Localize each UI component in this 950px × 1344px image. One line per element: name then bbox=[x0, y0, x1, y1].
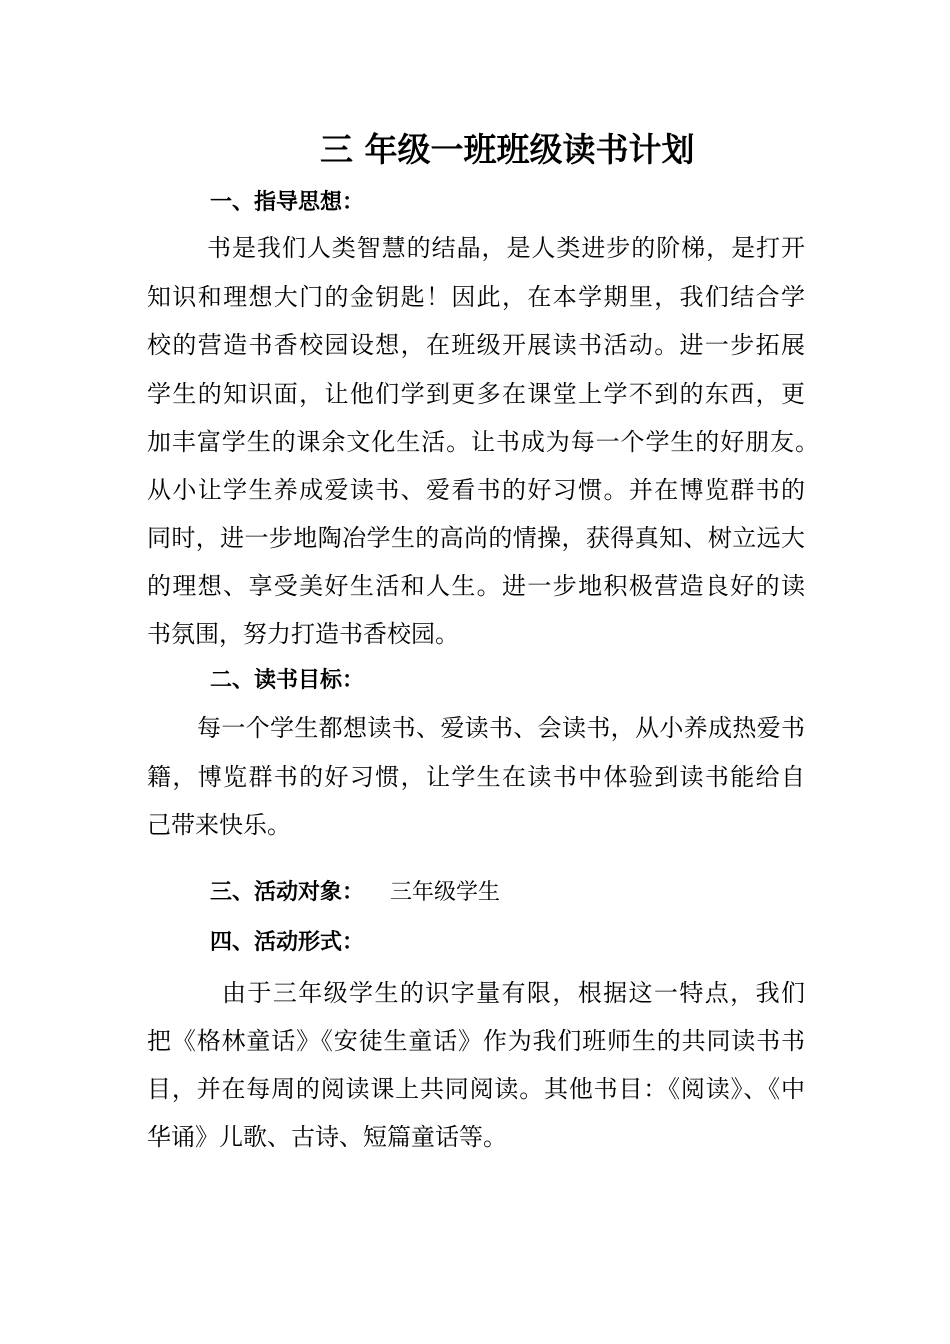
paragraph-line: 目，并在每周的阅读课上共同阅读。其他书目：《阅读》、《中 bbox=[147, 1075, 805, 1103]
paragraph-line: 书是我们人类智慧的结晶，是人类进步的阶梯，是打开 bbox=[207, 234, 805, 262]
paragraph-line: 从小让学生养成爱读书、爱看书的好习惯。并在博览群书的 bbox=[147, 476, 805, 504]
activity-target-value: 三年级学生 bbox=[390, 880, 501, 905]
paragraph-line: 每一个学生都想读书、爱读书、会读书，从小养成热爱书 bbox=[197, 714, 805, 742]
paragraph-line: 己带来快乐。 bbox=[147, 811, 291, 839]
section-heading-reading-goal: 二、读书目标： bbox=[210, 668, 365, 693]
section-heading-activity-form: 四、活动形式： bbox=[210, 930, 365, 955]
paragraph-line: 籍，博览群书的好习惯，让学生在读书中体验到读书能给自 bbox=[147, 763, 805, 791]
paragraph-line: 书氛围，努力打造书香校园。 bbox=[147, 620, 459, 648]
section-heading-guiding-thought: 一、指导思想： bbox=[210, 190, 365, 215]
paragraph-line: 知识和理想大门的金钥匙！因此，在本学期里，我们结合学 bbox=[147, 283, 805, 311]
paragraph-line: 加丰富学生的课余文化生活。让书成为每一个学生的好朋友。 bbox=[147, 428, 819, 456]
paragraph-line: 由于三年级学生的识字量有限，根据这一特点，我们 bbox=[222, 979, 805, 1007]
paragraph-line: 华诵》儿歌、古诗、短篇童话等。 bbox=[147, 1123, 507, 1151]
paragraph-line: 学生的知识面，让他们学到更多在课堂上学不到的东西，更 bbox=[147, 380, 805, 408]
paragraph-line: 的理想、享受美好生活和人生。进一步地积极营造良好的读 bbox=[147, 572, 805, 600]
paragraph-line: 校的营造书香校园设想，在班级开展读书活动。进一步拓展 bbox=[147, 331, 805, 359]
paragraph-line: 把《格林童话》《安徒生童话》作为我们班师生的共同读书书 bbox=[147, 1027, 805, 1055]
section-heading-label: 三、活动对象： bbox=[210, 880, 365, 905]
paragraph-line: 同时，进一步地陶冶学生的高尚的情操，获得真知、树立远大 bbox=[147, 524, 805, 552]
document-title: 三 年级一班班级读书计划 bbox=[320, 130, 695, 169]
section-heading-activity-target bbox=[210, 878, 500, 908]
